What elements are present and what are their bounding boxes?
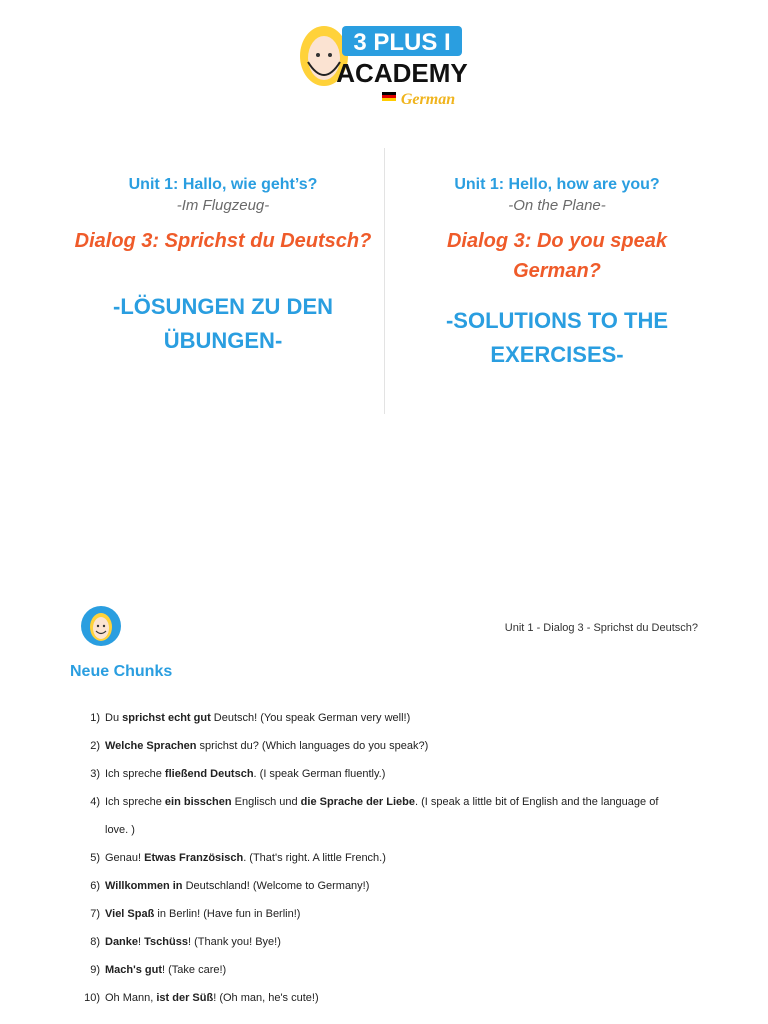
list-item: 8) Danke! Tschüss! (Thank you! Bye!) [90, 936, 281, 948]
list-item: 3) Ich spreche fließend Deutsch. (I speak German fluently.) [90, 768, 386, 780]
svg-text:German: German [400, 91, 456, 108]
section-title: Neue Chunks [70, 663, 173, 680]
svg-text:3 PLUS I: 3 PLUS I [353, 29, 451, 56]
list-item: 5) Genau! Etwas Französisch. (That's right. A little French.) [90, 852, 386, 864]
list-item: 2) Welche Sprachen sprichst du? (Which languages do you speak?) [90, 740, 429, 752]
list-item-continuation: love. ) [105, 824, 135, 836]
solutions-title-en: -SOLUTIONS TO THE EXERCISES- [445, 308, 669, 367]
english-column [392, 172, 722, 372]
list-item: 6) Willkommen in Deutschland! (Welcome to Germany!) [90, 880, 370, 892]
german-column [58, 172, 388, 358]
list-item: 1) Du sprichst echt gut Deutsch! (You speak German very well!) [90, 712, 411, 724]
unit-subtitle-de: -Im Flugzeug- [176, 197, 270, 214]
list-item: 9) Mach's gut! (Take care!) [90, 964, 227, 976]
chunks-list [70, 704, 690, 1012]
dialog-title-de: Dialog 3: Sprichst du Deutsch? [74, 230, 372, 252]
svg-text:ACADEMY: ACADEMY [336, 58, 468, 88]
academy-logo [298, 22, 468, 114]
unit-title-en: Unit 1: Hello, how are you? [454, 176, 660, 193]
logo-graphic [298, 22, 468, 114]
page-header: Unit 1 - Dialog 3 - Sprichst du Deutsch? [504, 622, 698, 634]
unit-title-de: Unit 1: Hallo, wie geht’s? [128, 176, 318, 193]
dialog-title-en: Dialog 3: Do you speak German? [446, 230, 668, 282]
unit-subtitle-en: -On the Plane- [508, 197, 606, 214]
list-item: 10) Oh Mann, ist der Süß! (Oh man, he's cute!) [84, 992, 319, 1004]
list-item: 7) Viel Spaß in Berlin! (Have fun in Berlin!) [90, 908, 301, 920]
solutions-title-de: -LÖSUNGEN ZU DEN ÜBUNGEN- [113, 294, 333, 353]
avatar-icon [80, 605, 122, 647]
list-item: 4) Ich spreche ein bisschen Englisch und die Sprache der Liebe. (I speak a little bit of English and the language of [90, 796, 659, 808]
